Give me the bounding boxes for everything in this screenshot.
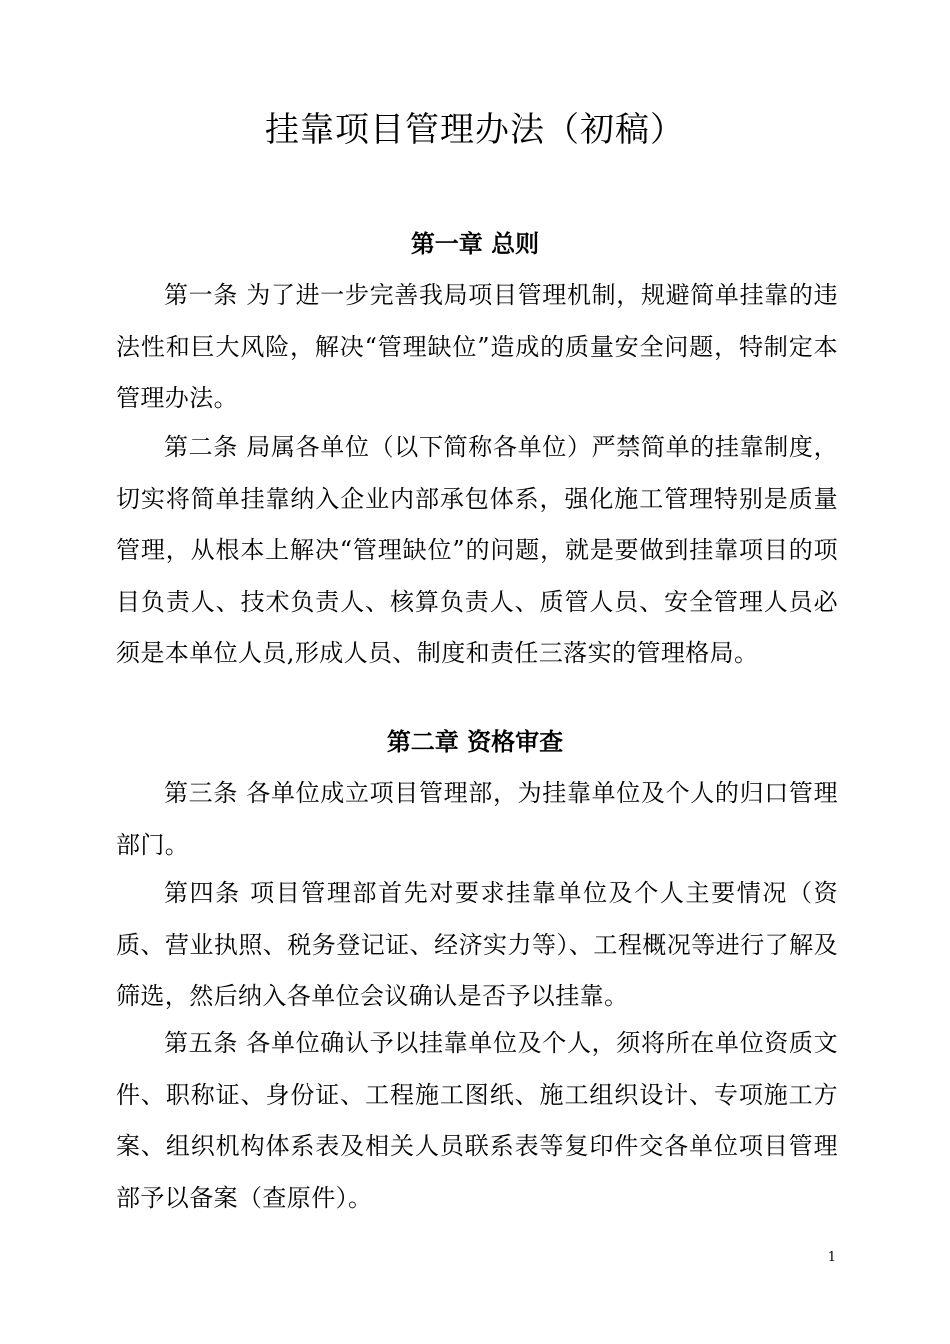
article-3: 第三条 各单位成立项目管理部，为挂靠单位及个人的归口管理部门。 [116, 779, 838, 859]
chapter-heading-general: 第一章 总则 [410, 230, 540, 258]
article-4: 第四条 项目管理部首先对要求挂靠单位及个人主要情况（资质、营业执照、税务登记证、经济实力等）、工程概况等进行了解及筛选，然后纳入各单位会议确认是否予以挂靠。 [116, 879, 838, 1010]
page-number: 1 [827, 1250, 836, 1265]
article-1: 第一条 为了进一步完善我局项目管理机制，规避简单挂靠的违法性和巨大风险，解决“管理缺位”造成的质量安全问题，特制定本管理办法。 [116, 281, 838, 412]
document-title: 挂靠项目管理办法（初稿） [265, 110, 685, 150]
article-5: 第五条 各单位确认予以挂靠单位及个人，须将所在单位资质文件、职称证、身份证、工程施工图纸、施工组织设计、专项施工方案、组织机构体系表及相关人员联系表等复印件交各单位项目管理部予以备案（查原件）。 [116, 1029, 838, 1212]
article-2: 第二条 局属各单位（以下简称各单位）严禁简单的挂靠制度，切实将简单挂靠纳入企业内部承包体系，强化施工管理特别是质量管理，从根本上解决“管理缺位”的问题，就是要做到挂靠项目的项目负责人、技术负责人、核算负责人、质管人员、安全管理人员必须是本单位人员,形成人员、制度和责任三落实的管理格局。 [116, 433, 838, 667]
chapter-heading-qualification-review: 第二章 资格审查 [386, 728, 564, 756]
